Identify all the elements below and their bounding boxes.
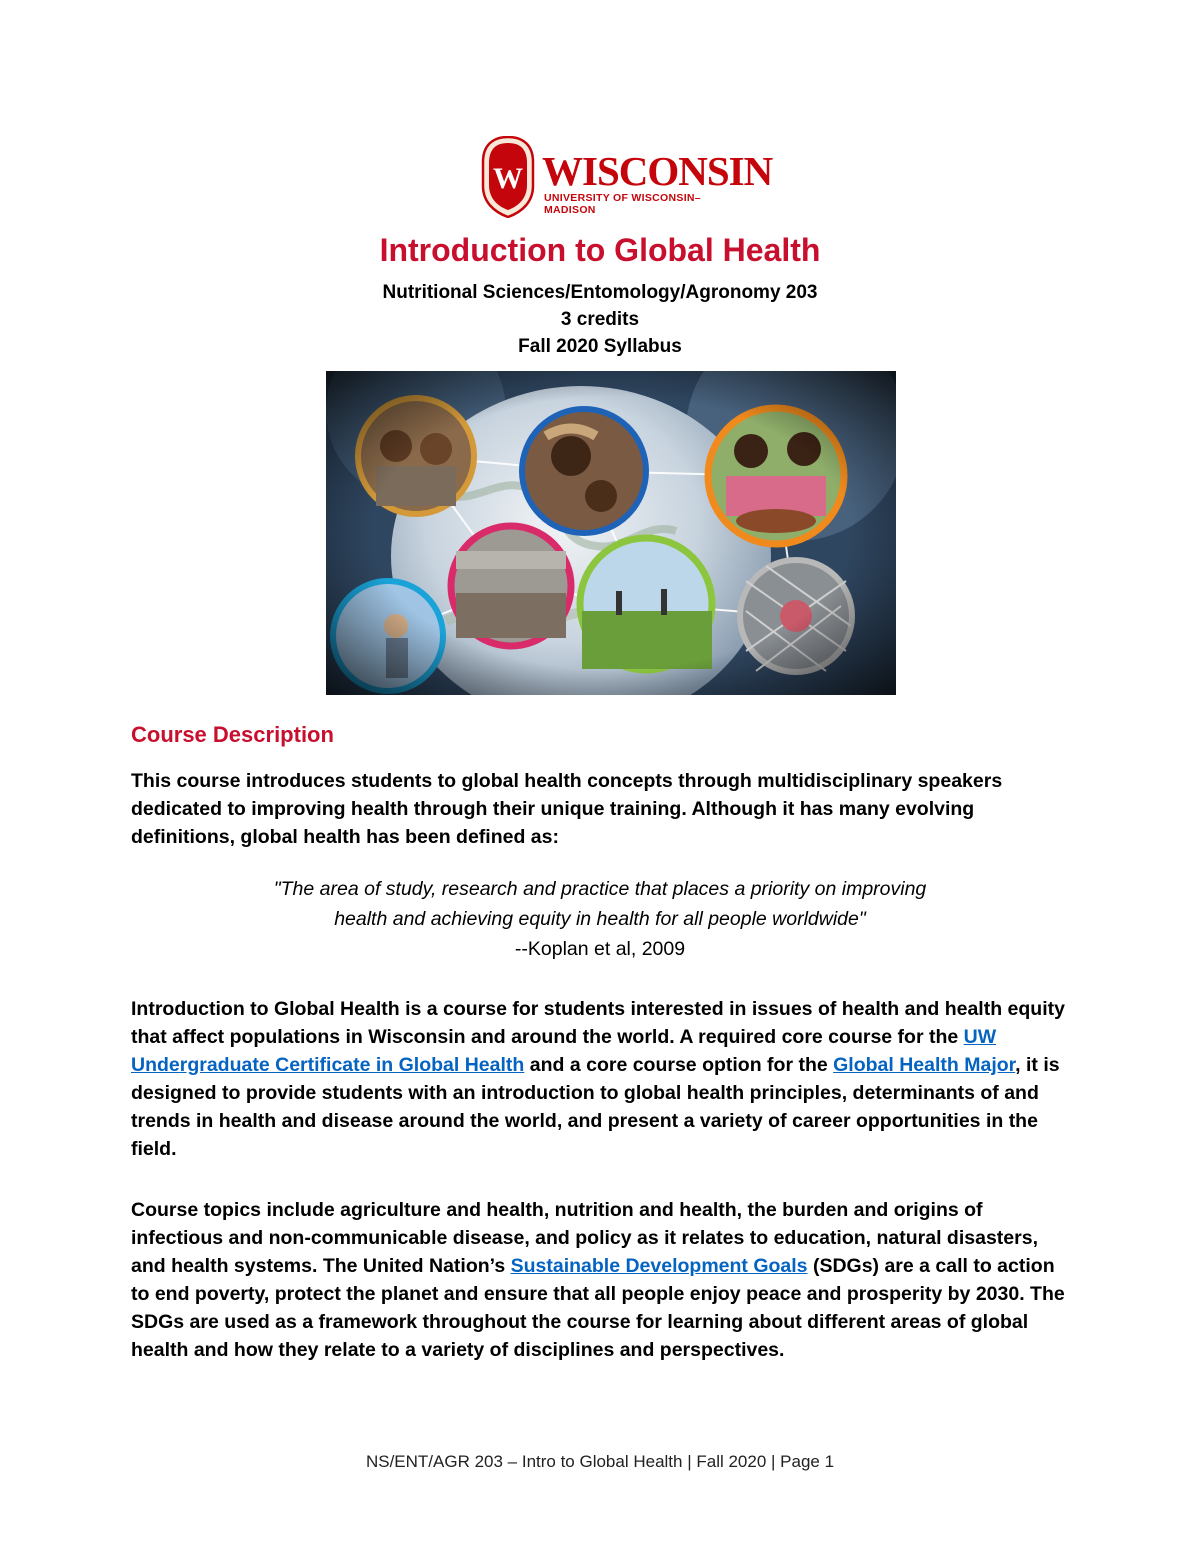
logo-subtext: UNIVERSITY OF WISCONSIN–MADISON (544, 192, 701, 216)
certificate-link[interactable]: UW Undergraduate Certificate in Global Health (131, 1026, 997, 1076)
hero-image (326, 371, 896, 695)
quote-citation: --Koplan et al, 2009 (514, 938, 686, 960)
page-footer: NS/ENT/AGR 203 – Intro to Global Health | Fall 2020 | Page 1 (365, 1452, 835, 1471)
topics-text-2: (SDGs) are a call to action to end poverty, protect the planet and ensure that all people enjoy peace and prosperity by 2030. The SDGs are used as a framework throughout the course for learning about different areas of global health and how they relate to a variety of disciplines and perspectives. (131, 1255, 1065, 1361)
quote-line-1: "The area of study, research and practice that places a priority on improving (273, 878, 927, 900)
quote-line-2: health and achieving equity in health for all people worldwide" (334, 908, 866, 930)
crest-letter: W (493, 162, 523, 195)
major-link[interactable]: Global Health Major (833, 1054, 1016, 1076)
page-title: Introduction to Global Health (379, 232, 821, 268)
crest-icon (480, 136, 536, 218)
course-credits: 3 credits (560, 309, 640, 330)
overview-text-2: and a core course option for the (524, 1054, 834, 1076)
overview-text-3: , it is designed to provide students with an introduction to global health principles, determinants of and trends in health and disease around the world, and present a variety of career opportunities in the field. (131, 1054, 1060, 1160)
topics-text-1: Course topics include agriculture and health, nutrition and health, the burden and origins of infectious and non-communicable disease, and policy as it relates to education, natural disasters, and health systems. The United Nation’s (131, 1199, 1038, 1277)
course-number: Nutritional Sciences/Entomology/Agronomy 203 (382, 282, 818, 303)
sdg-link[interactable]: Sustainable Development Goals (510, 1255, 808, 1277)
logo-wordmark: WISCONSIN (542, 148, 773, 194)
overview-text-1: Introduction to Global Health is a course for students interested in issues of health and health equity that affect populations in Wisconsin and around the world. A required core course for the (131, 998, 1065, 1048)
globe-collage-illustration (326, 371, 896, 695)
university-logo (480, 136, 773, 218)
section-heading-course-description: Course Description (131, 722, 334, 747)
topics-paragraph (131, 1196, 1076, 1364)
intro-paragraph: This course introduces students to global health concepts through multidisciplinary speakers dedicated to improving health through their unique training. Although it has many evolving definitions, global health has been defined as: (131, 770, 1003, 848)
course-term: Fall 2020 Syllabus (518, 336, 682, 357)
overview-paragraph (131, 995, 1076, 1163)
